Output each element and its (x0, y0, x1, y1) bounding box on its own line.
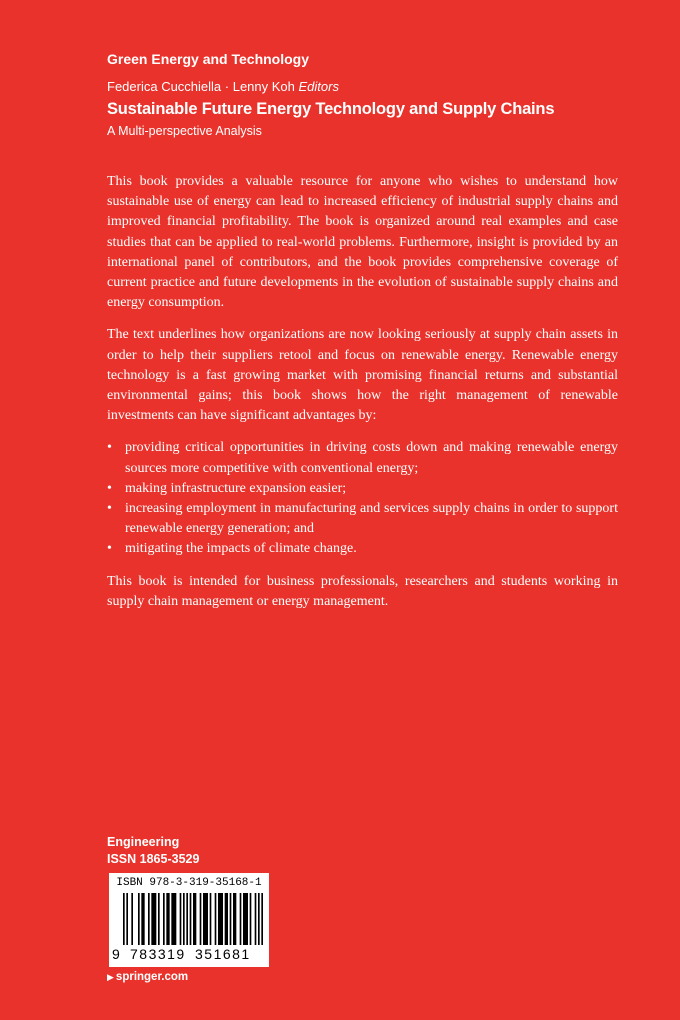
barcode-bar (193, 893, 196, 945)
bullet-icon: • (107, 440, 112, 456)
barcode-group-left: 783319 (130, 946, 186, 962)
barcode-bar (171, 893, 176, 945)
barcode-bar (163, 893, 165, 945)
list-item-text: providing critical opportunities in driving costs down and making renewable energy sources more competitive with conventional energy; (125, 440, 618, 476)
barcode-bar (261, 893, 263, 945)
barcode-digits (109, 946, 269, 966)
barcode-bar (250, 893, 252, 945)
series-name: Green Energy and Technology (107, 51, 310, 67)
book-title: Sustainable Future Energy Technology and Supply Chains (107, 100, 555, 118)
barcode-bar (215, 893, 217, 945)
barcode-bar (158, 893, 160, 945)
bullet-icon: • (107, 480, 112, 496)
list-item (107, 438, 618, 478)
barcode-bar (258, 893, 260, 945)
isbn-barcode (109, 873, 269, 967)
barcode-bar (203, 893, 208, 945)
bullet-icon: • (107, 541, 112, 557)
blurb-paragraph-1: This book provides a valuable resource for anyone who wishes to understand how sustainable use of energy can lead to increased efficiency of industrial supply chains and improved financial profitability. The book is organized around real examples and case studies that can be applied to real-world problems. Furthermore, insight is provided by an international panel of contributors, and the book provides comprehensive coverage of current practice and future developments in the evolution of sustainable supply chains and energy consumption. (107, 174, 618, 311)
arrow-right-icon: ▶ (107, 972, 114, 982)
barcode-bar (230, 893, 232, 945)
editor-names: Federica Cucchiella · Lenny Koh (107, 79, 295, 94)
barcode-bars (123, 893, 263, 945)
barcode-bar (126, 893, 128, 945)
list-item-text: mitigating the impacts of climate change. (125, 541, 357, 557)
list-item (107, 499, 618, 539)
list-item-text: making infrastructure expansion easier; (125, 480, 347, 496)
barcode-bar (240, 893, 242, 945)
list-item (107, 479, 618, 499)
barcode-bar (200, 893, 202, 945)
barcode-bar (138, 893, 140, 945)
barcode-bar (123, 893, 125, 945)
barcode-bar (233, 893, 236, 945)
barcode-bar (183, 893, 185, 945)
advantages-list (107, 438, 618, 559)
issn-label: ISSN 1865-3529 (107, 852, 200, 866)
subject-block (107, 834, 199, 868)
list-item-text: increasing employment in manufacturing and services supply chains in order to support renewable energy generation; and (125, 501, 618, 537)
barcode-bar (131, 893, 133, 945)
barcode-bar (148, 893, 150, 945)
barcode-group-right: 351681 (195, 946, 251, 962)
bullet-icon: • (107, 501, 112, 517)
list-item (107, 539, 618, 559)
subject-label: Engineering (107, 835, 180, 849)
barcode-bar (151, 893, 156, 945)
barcode-bar (186, 893, 188, 945)
barcode-lead-digit: 9 (112, 946, 120, 962)
back-cover-blurb (107, 172, 618, 624)
barcode-bar (225, 893, 228, 945)
blurb-paragraph-3: This book is intended for business professionals, researchers and students working in supply chain management or energy management. (107, 573, 618, 609)
barcode-bar (141, 893, 144, 945)
barcode-bar (210, 893, 212, 945)
editors-line (107, 79, 339, 94)
editors-role: Editors (298, 79, 339, 94)
book-subtitle: A Multi-perspective Analysis (107, 124, 262, 138)
barcode-bar (180, 893, 182, 945)
publisher-website[interactable] (107, 971, 188, 983)
barcode-bar (243, 893, 248, 945)
barcode-bar (190, 893, 192, 945)
barcode-bar (166, 893, 169, 945)
website-label: springer.com (115, 971, 189, 983)
isbn-label: ISBN 978-3-319-35168-1 (116, 877, 262, 889)
barcode-bar (218, 893, 223, 945)
blurb-paragraph-2: The text underlines how organizations are now looking seriously at supply chain assets in order to help their suppliers retool and focus on renewable energy. Renewable energy technology is a fast growing market with promising financial returns and substantial environmental gains; this book shows how the right management of renewable investments can have significant advantages by: (107, 327, 618, 424)
barcode-bar (255, 893, 257, 945)
